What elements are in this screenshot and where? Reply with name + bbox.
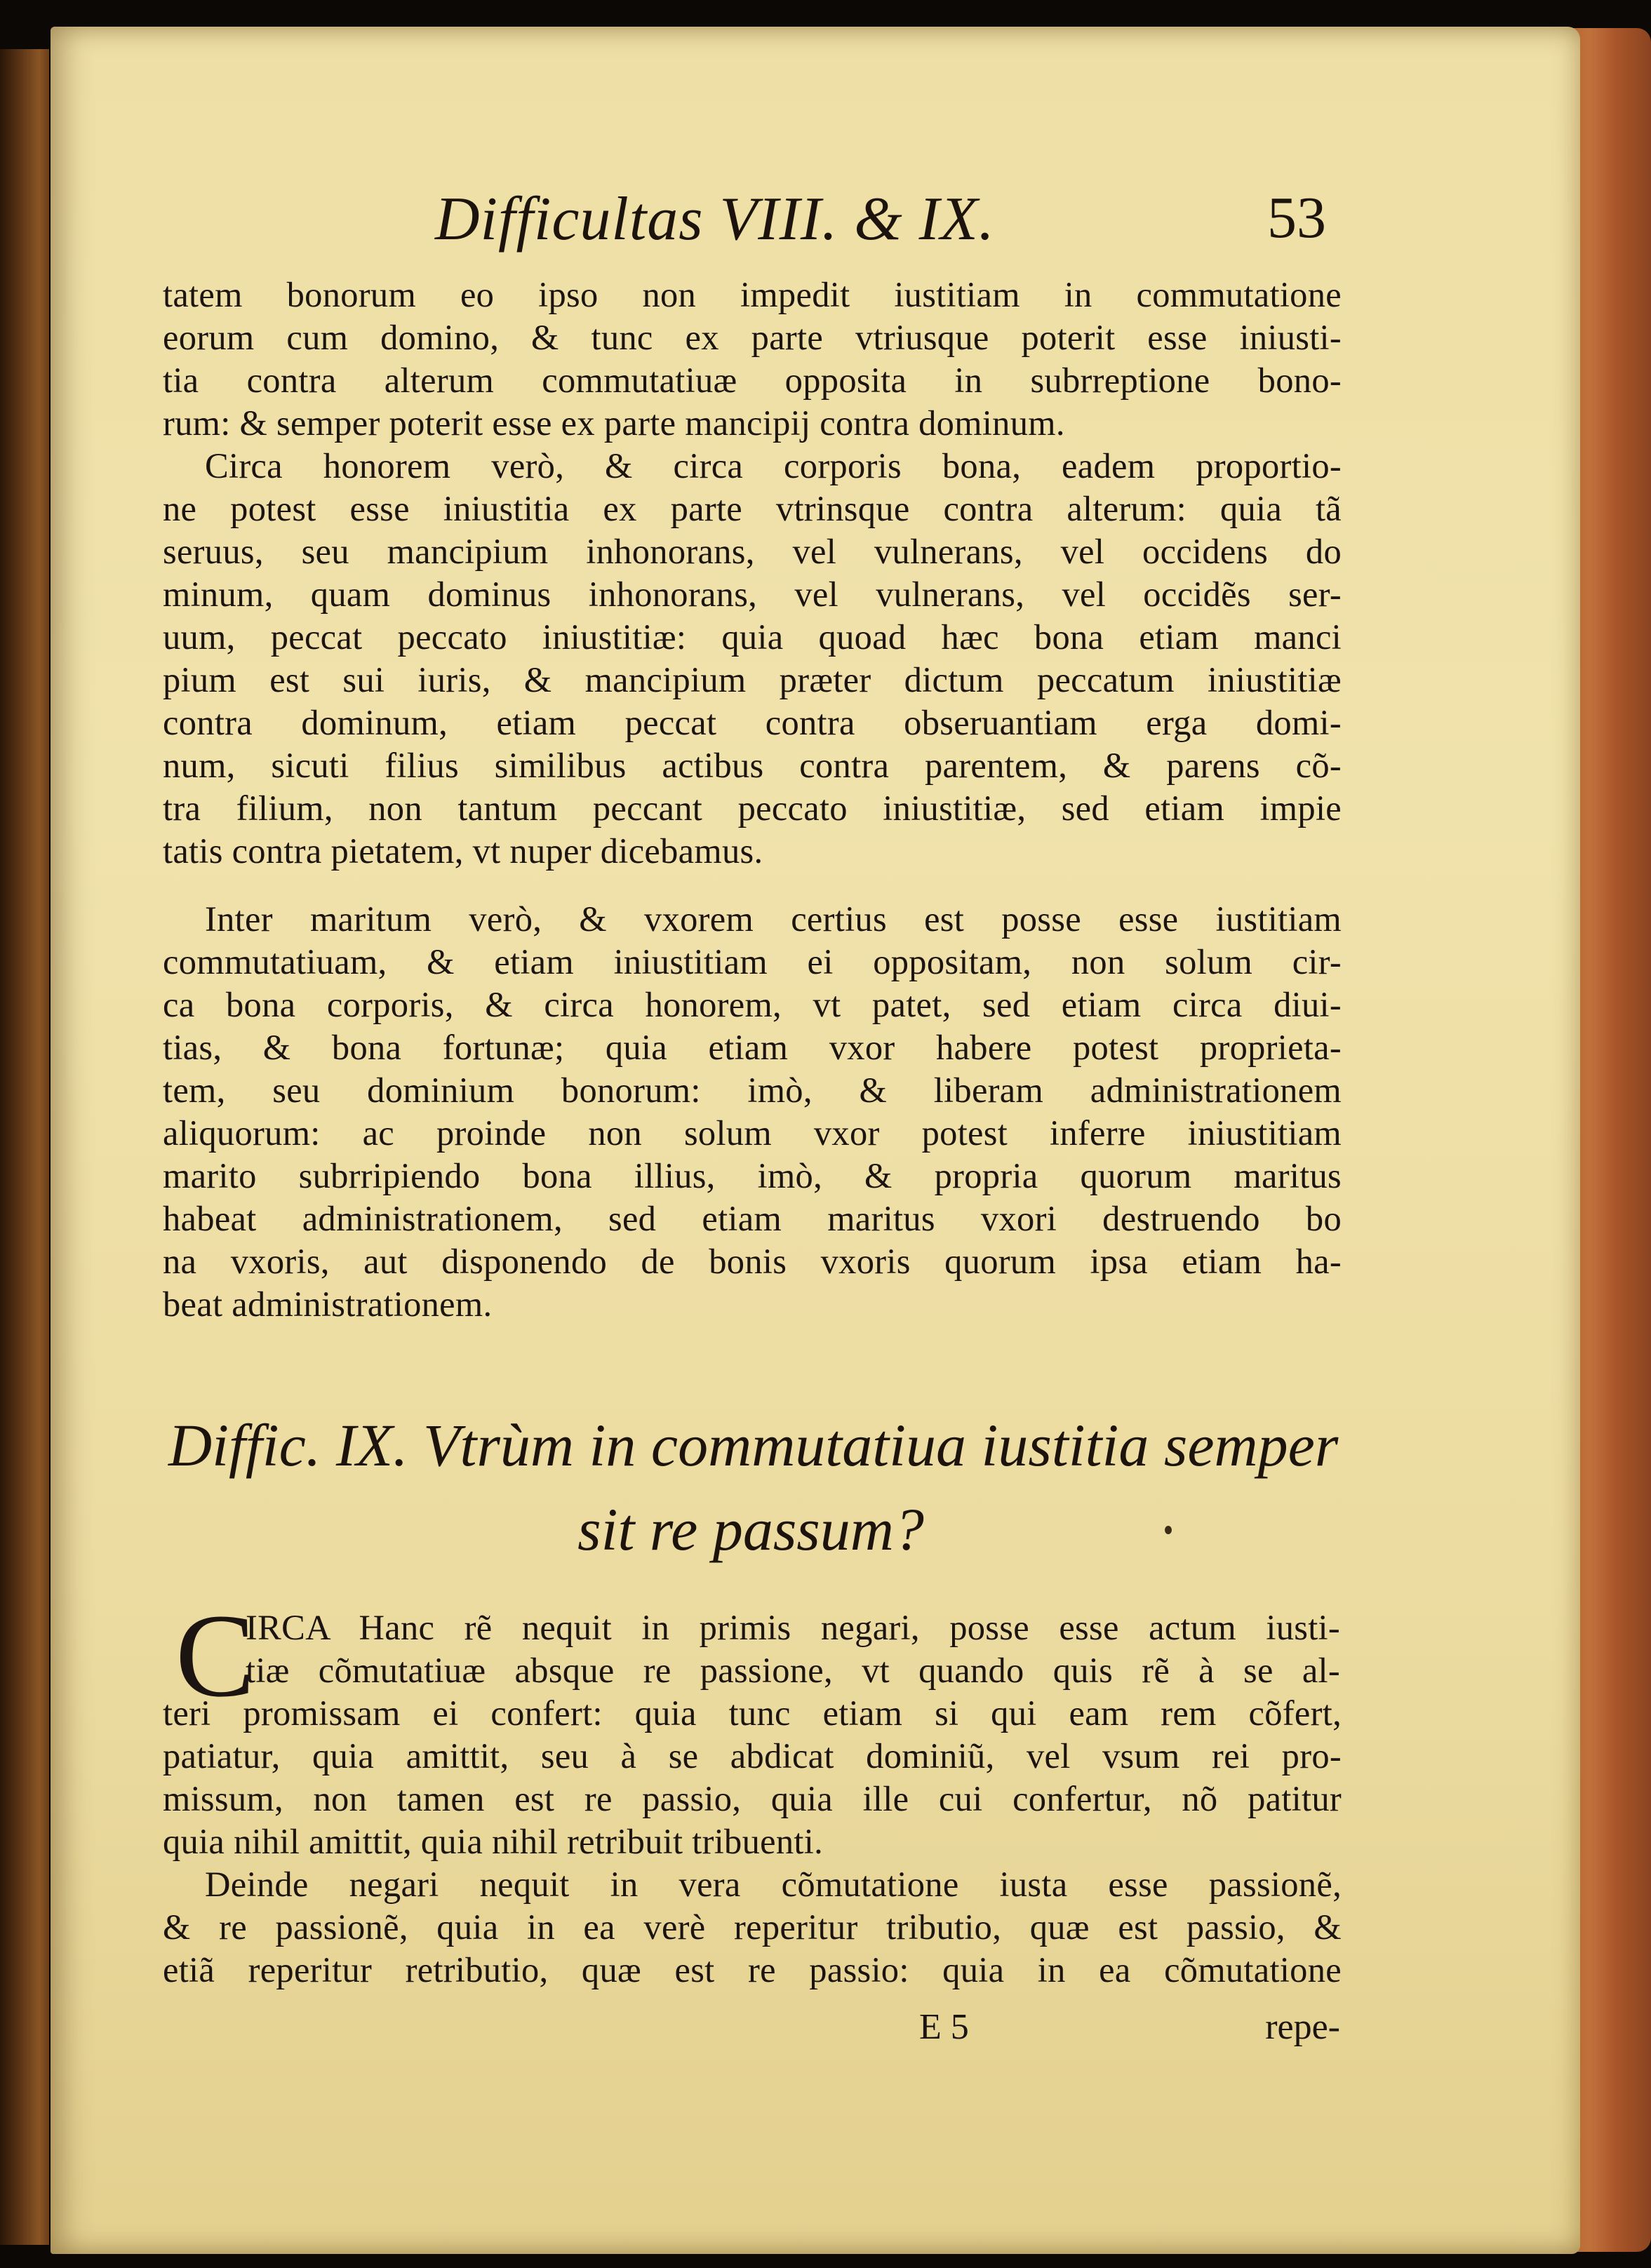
text-line: IRCA Hanc rẽ nequit in primis negari, posse esse actum iusti- [246, 1608, 1340, 1647]
text-line: Deinde negari nequit in vera cõmutatione iusta esse passionẽ, [205, 1865, 1342, 1904]
text-line: rum: & semper poterit esse ex parte mancipij contra dominum. [163, 403, 1065, 443]
text-line: tias, & bona fortunæ; quia etiam vxor habere potest proprieta- [163, 1028, 1342, 1067]
signature-mark: E 5 [919, 2007, 969, 2047]
ink-speck [1165, 1526, 1172, 1534]
text-line: tatis contra pietatem, vt nuper dicebamus. [163, 831, 763, 871]
text-line: etiã reperitur retributio, quæ est re passio: quia in ea cõmutatione [163, 1950, 1342, 1989]
text-line: commutatiuam, & etiam iniustitiam ei oppositam, non solum cir- [163, 942, 1342, 981]
paragraph-circa-honorem [163, 445, 1342, 873]
text-line: & re passionẽ, quia in ea verè reperitur tributio, quæ est passio, & [163, 1907, 1342, 1947]
text-line: contra dominum, etiam peccat contra obseruantiam erga domi- [163, 703, 1342, 742]
text-line: aliquorum: ac proinde non solum vxor potest inferre iniustitiam [163, 1113, 1342, 1153]
text-line: tatem bonorum eo ipso non impedit iustitiam in commutatione [163, 275, 1342, 314]
heading-line: sit re passum? [577, 1496, 924, 1563]
text-line: ne potest esse iniustitia ex parte vtrinsque contra alterum: quia tã [163, 489, 1342, 528]
section-heading [168, 1403, 1339, 1571]
text-line: beat administrationem. [163, 1284, 493, 1324]
text-line: uum, peccat peccato iniustitiæ: quia quoad hæc bona etiam manci [163, 617, 1342, 657]
text-line: tiæ cõmutatiuæ absque re passione, vt quando quis rẽ à se al- [246, 1651, 1340, 1690]
heading-line: Diffic. IX. Vtrùm in commutatiua iustitia semper [168, 1411, 1339, 1479]
text-line: quia nihil amittit, quia nihil retribuit tribuenti. [163, 1822, 823, 1861]
running-title: Difficultas VIII. & IX. [435, 185, 995, 253]
text-line: habeat administrationem, sed etiam maritus vxori destruendo bo [163, 1199, 1342, 1238]
text-line: seruus, seu mancipium inhonorans, vel vulnerans, vel occidens do [163, 532, 1342, 571]
text-line: num, sicuti filius similibus actibus contra parentem, & parens cõ- [163, 746, 1342, 785]
text-line: tra filium, non tantum peccant peccato iniustitiæ, sed etiam impie [163, 789, 1342, 828]
paragraph-circa-hanc-cont [163, 1692, 1342, 1992]
text-line: na vxoris, aut disponendo de bonis vxoris quorum ipsa etiam ha- [163, 1242, 1342, 1281]
text-line: eorum cum domino, & tunc ex parte vtriusque poterit esse iniusti- [163, 318, 1342, 357]
running-header [435, 184, 1326, 261]
text-line: tia contra alterum commutatiuæ opposita in subrreptione bono- [163, 361, 1342, 400]
text-line: Circa honorem verò, & circa corporis bona, eadem proportio- [205, 446, 1342, 485]
page-number: 53 [1267, 185, 1326, 250]
text-line: minum, quam dominus inhonorans, vel vulnerans, vel occidẽs ser- [163, 575, 1342, 614]
facing-page-edge [0, 49, 49, 2245]
text-block-top [163, 274, 1342, 873]
text-line: tem, seu dominium bonorum: imò, & liberam administrationem [163, 1071, 1342, 1110]
page-footer [919, 2006, 1340, 2055]
paragraph-inter-maritum [163, 898, 1342, 1326]
text-line: patiatur, quia amittit, seu à se abdicat dominiũ, vel vsum rei pro- [163, 1736, 1342, 1776]
text-line: pium est sui iuris, & mancipium præter dictum peccatum iniustitiæ [163, 660, 1342, 699]
paragraph-continuation [163, 274, 1342, 445]
text-line: ca bona corporis, & circa honorem, vt patet, sed etiam circa diui- [163, 985, 1342, 1024]
paragraph-circa-hanc [246, 1606, 1340, 1692]
text-line: Inter maritum verò, & vxorem certius est posse esse iustitiam [205, 899, 1342, 939]
text-line: teri promissam ei confert: quia tunc etiam si qui eam rem cõfert, [163, 1693, 1342, 1733]
catchword: repe- [1265, 2007, 1340, 2047]
text-line: marito subrripiendo bona illius, imò, & propria quorum maritus [163, 1156, 1342, 1195]
drop-capital: C [175, 1590, 255, 1722]
text-line: missum, non tamen est re passio, quia ille cui confertur, nõ patitur [163, 1779, 1342, 1818]
